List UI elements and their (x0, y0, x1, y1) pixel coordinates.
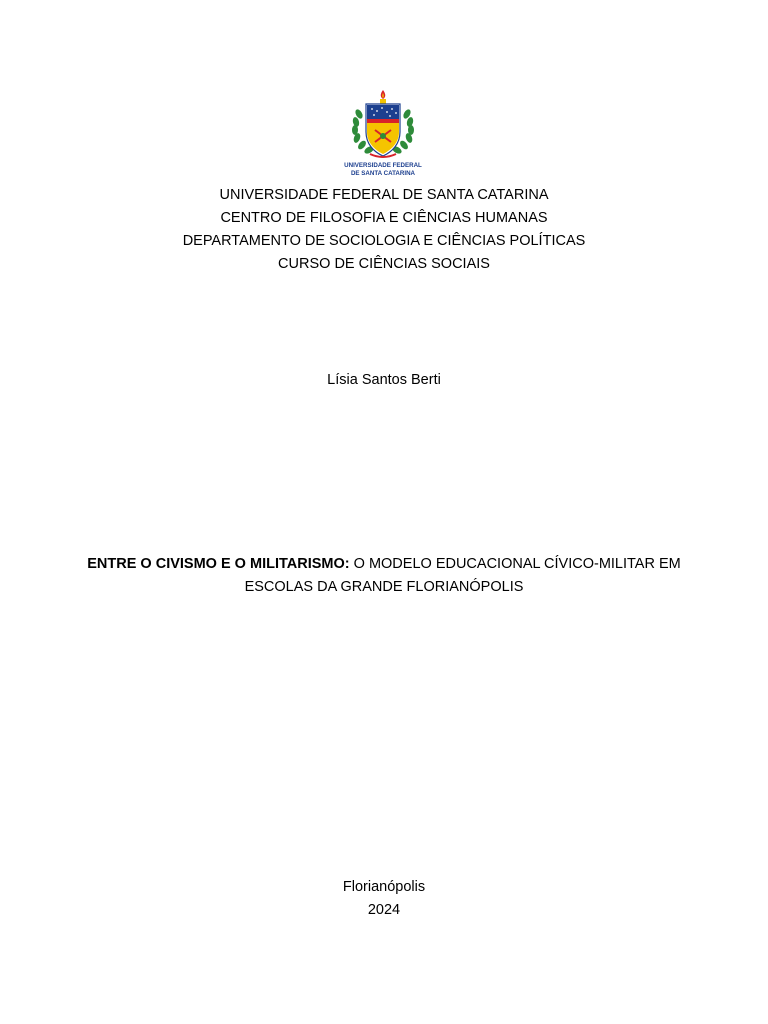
center-name: CENTRO DE FILOSOFIA E CIÊNCIAS HUMANAS (220, 210, 548, 226)
logo-caption-line1: UNIVERSIDADE FEDERAL (344, 162, 422, 169)
title-subtitle: O MODELO EDUCACIONAL CÍVICO-MILITAR EM ESCOLAS DA GRANDE FLORIANÓPOLIS (244, 556, 681, 595)
department-name: DEPARTAMENTO DE SOCIOLOGIA E CIÊNCIAS POLÍTICAS (182, 233, 586, 249)
course-name: CURSO DE CIÊNCIAS SOCIAIS (278, 256, 490, 272)
author-name: Lísia Santos Berti (327, 372, 441, 388)
thesis-title (80, 553, 688, 599)
university-logo (334, 86, 432, 180)
title-main: ENTRE O CIVISMO E O MILITARISMO: (87, 556, 350, 572)
footer-block (0, 876, 768, 922)
university-name: UNIVERSIDADE FEDERAL DE SANTA CATARINA (219, 187, 549, 203)
year: 2024 (367, 902, 401, 918)
institution-block (0, 184, 768, 276)
city: Florianópolis (342, 879, 426, 895)
logo-caption-line2: DE SANTA CATARINA (350, 169, 416, 177)
ufsc-coat-of-arms-icon (334, 86, 432, 162)
